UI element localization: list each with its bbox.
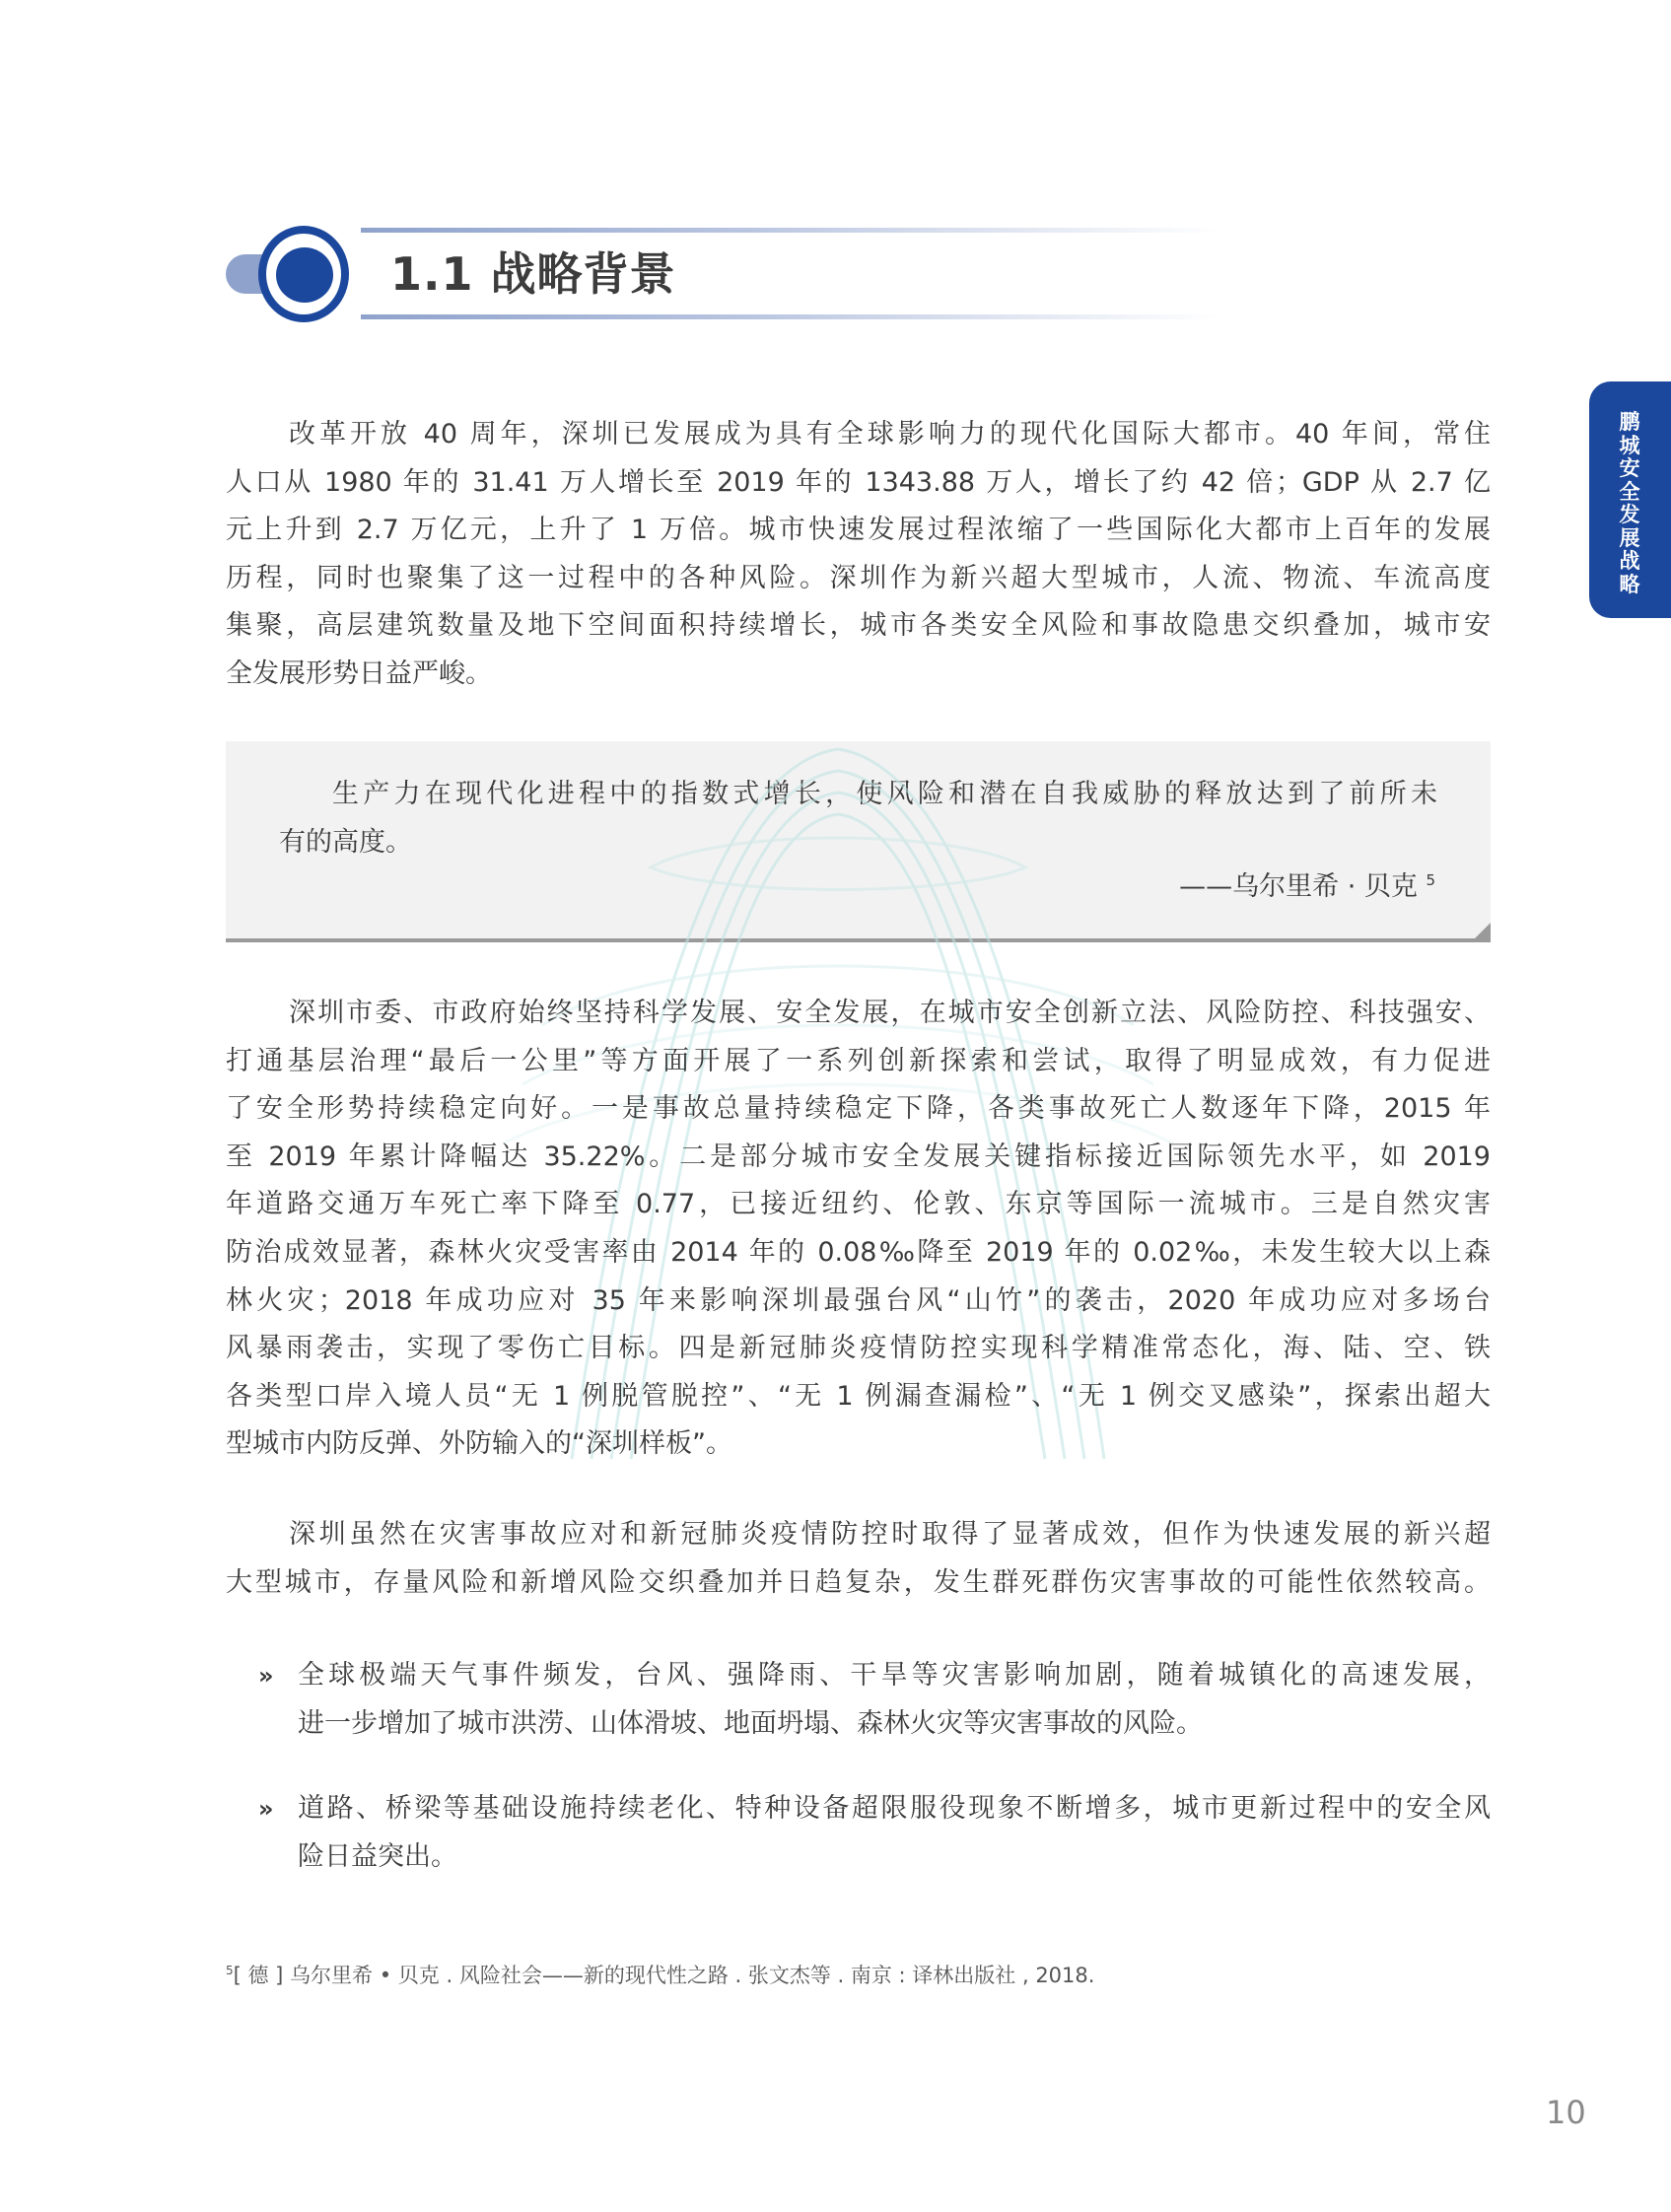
header-dot-icon	[276, 247, 333, 303]
text-line: 打通基层治理“最后一公里”等方面开展了一系列创新探索和尝试，取得了明显成效，有力促进	[226, 1045, 1491, 1076]
quote-line: 生产力在现代化进程中的指数式增长，使风险和潜在自我威胁的释放达到了前所未	[332, 779, 1437, 809]
text-line: 至 2019 年累计降幅达 35.22%。二是部分城市安全发展关键指标接近国际领先水平，如 2019	[226, 1141, 1491, 1172]
text-line: 人口从 1980 年的 31.41 万人增长至 2019 年的 1343.88 万人，增长了约 42 倍；GDP 从 2.7 亿	[226, 466, 1491, 498]
text-line: 全发展形势日益严峻。	[226, 657, 492, 689]
page-title: 1.1 战略背景	[390, 247, 676, 301]
header-rule-bottom	[361, 314, 1218, 319]
header-rule-top	[361, 228, 1218, 233]
bullet-chevron-icon: »	[258, 1795, 274, 1823]
paragraph-2	[226, 990, 1491, 1469]
text-line: 年道路交通万车死亡率下降至 0.77，已接近纽约、伦敦、东京等国际一流城市。三是自然灾害	[226, 1189, 1491, 1220]
text-line: 历程，同时也聚集了这一过程中的各种风险。深圳作为新兴超大型城市，人流、物流、车流高度	[226, 562, 1491, 593]
page-number: 10	[1546, 2094, 1586, 2131]
footnote-ref[interactable]: 5	[1426, 871, 1435, 889]
text-line: 风暴雨袭击，实现了零伤亡目标。四是新冠肺炎疫情防控实现科学精准常态化，海、陆、空、铁	[226, 1333, 1491, 1364]
paragraph-1	[226, 411, 1491, 699]
text-line: 型城市内防反弹、外防输入的“深圳样板”。	[226, 1428, 732, 1460]
text-line: 集聚，高层建筑数量及地下空间面积持续增长，城市各类安全风险和事故隐患交织叠加，城市安	[226, 610, 1491, 642]
quote-author: ——乌尔里希 · 贝克	[1179, 871, 1418, 902]
text-line: 道路、桥梁等基础设施持续老化、特种设备超限服役现象不断增多，城市更新过程中的安全风	[298, 1793, 1491, 1824]
quote-corner	[1475, 923, 1491, 938]
text-line: 深圳市委、市政府始终坚持科学发展、安全发展，在城市安全创新立法、风险防控、科技强安、	[289, 998, 1491, 1028]
text-line: 防治成效显著，森林火灾受害率由 2014 年的 0.08‰降至 2019 年的 0.02‰，未发生较大以上森	[226, 1236, 1491, 1268]
side-tab-label: 鹏城安全发展战略	[1619, 410, 1640, 596]
footnote	[226, 1960, 1094, 1989]
bullet-chevron-icon: »	[258, 1662, 274, 1690]
text-line: 元上升到 2.7 万亿元，上升了 1 万倍。城市快速发展过程浓缩了一些国际化大都市上百年的发展	[226, 515, 1491, 546]
text-line: 深圳虽然在灾害事故应对和新冠肺炎疫情防控时取得了显著成效，但作为快速发展的新兴超	[289, 1519, 1491, 1550]
text-line: 改革开放 40 周年，深圳已发展成为具有全球影响力的现代化国际大都市。40 年间，常住	[289, 419, 1491, 449]
quote-attribution	[1179, 864, 1435, 903]
text-line: 了安全形势持续稳定向好。一是事故总量持续稳定下降，各类事故死亡人数逐年下降，2015 年	[226, 1093, 1491, 1125]
quote-line: 有的高度。	[279, 826, 412, 858]
footnote-number: 5	[226, 1964, 234, 1977]
text-line: 林火灾；2018 年成功应对 35 年来影响深圳最强台风“山竹”的袭击，2020 年成功应对多场台	[226, 1284, 1491, 1316]
text-line: 各类型口岸入境人员“无 1 例脱管脱控”、“无 1 例漏查漏检”、“无 1 例交叉感染”，探索出超大	[226, 1380, 1491, 1412]
side-tab-chapter[interactable]	[1589, 381, 1671, 618]
bullet-item	[258, 1785, 1491, 1881]
text-line: 进一步增加了城市洪涝、山体滑坡、地面坍塌、森林火灾等灾害事故的风险。	[298, 1707, 1203, 1739]
footnote-text: [ 德 ] 乌尔里希 • 贝克 . 风险社会——新的现代性之路 . 张文杰等 . 南京 : 译林出版社 , 2018.	[233, 1964, 1095, 1987]
text-line: 大型城市，存量风险和新增风险交织叠加并日趋复杂，发生群死群伤灾害事故的可能性依然较高。	[226, 1566, 1491, 1598]
text-line: 险日益突出。	[298, 1840, 457, 1872]
paragraph-3	[226, 1511, 1491, 1607]
text-line: 全球极端天气事件频发，台风、强降雨、干旱等灾害影响加剧，随着城镇化的高速发展，	[298, 1660, 1491, 1691]
bullet-item	[258, 1652, 1491, 1748]
